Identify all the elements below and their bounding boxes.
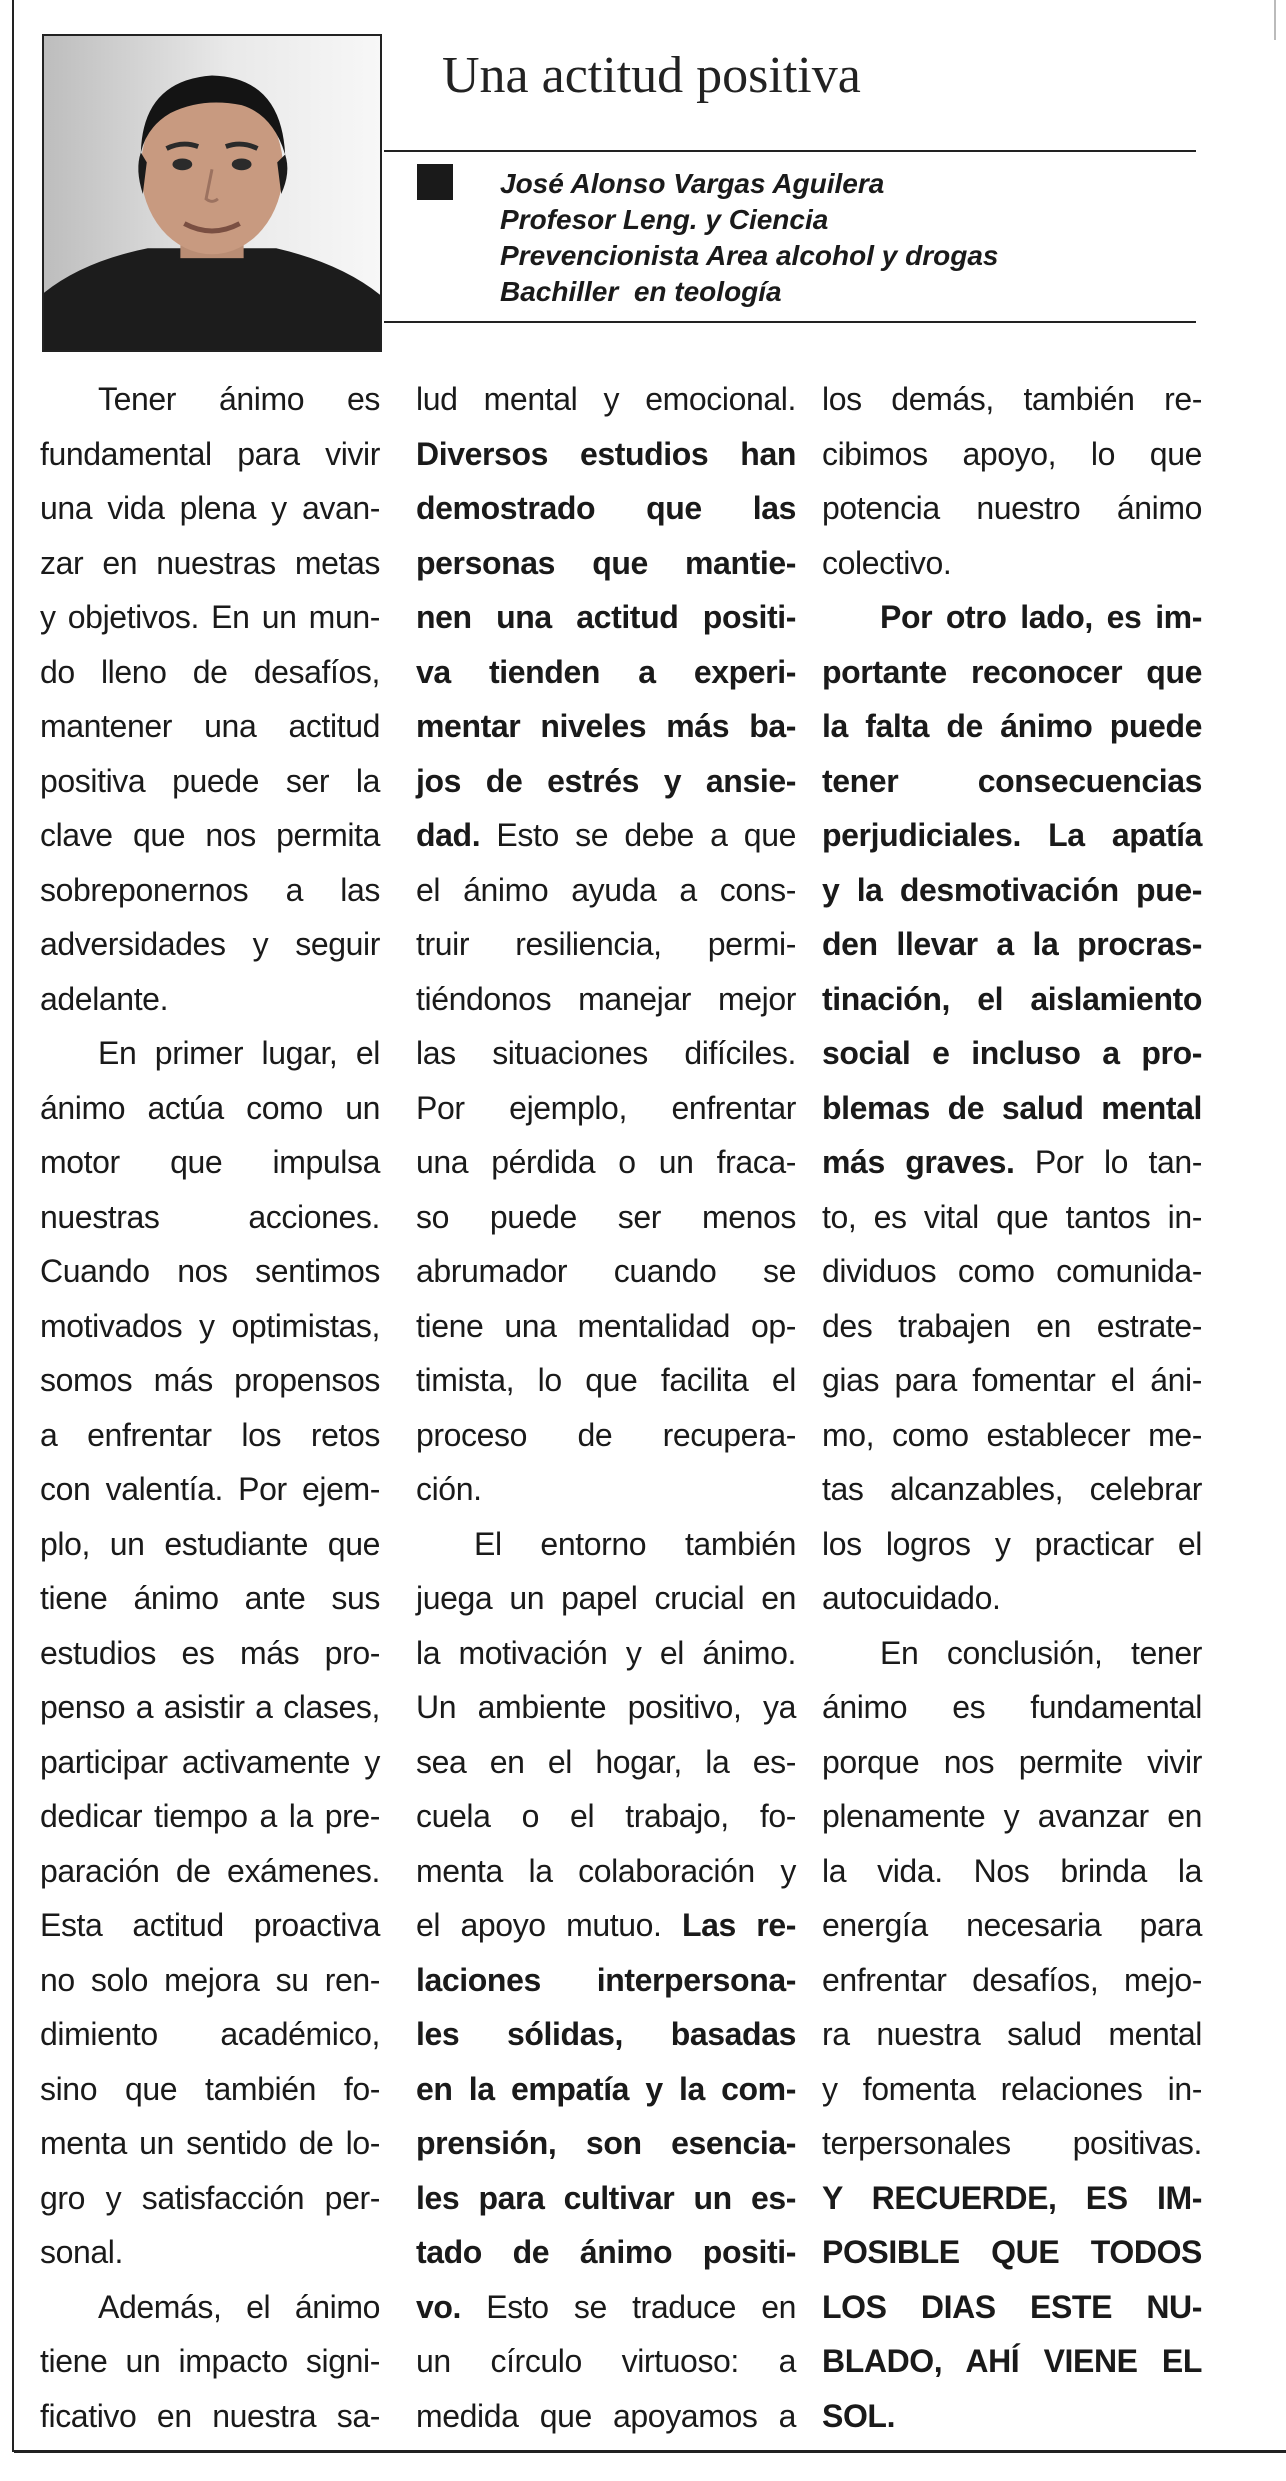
text-line: participar activamente y: [40, 1743, 380, 1780]
text-line: medida que apoyamos a: [416, 2397, 796, 2434]
text-line: a enfrentar los retos: [40, 1416, 380, 1453]
text-line: laciones interpersona-: [416, 1961, 796, 1998]
text-segment: Las re-: [681, 1907, 796, 1943]
text-line: ficativo en nuestra sa-: [40, 2397, 380, 2434]
text-line: BLADO, AHÍ VIENE EL: [822, 2343, 1202, 2379]
text-column-3: [822, 372, 1202, 2443]
text-segment: vo.: [416, 2288, 462, 2325]
text-line: un círculo virtuoso: a: [416, 2343, 796, 2379]
text-line: perjudiciales. La apatía: [822, 817, 1202, 853]
text-line: los demás, también re-: [822, 381, 1202, 417]
black-square-icon: [417, 164, 453, 200]
text-line: personas que mantie-: [416, 544, 796, 581]
text-line: [416, 808, 796, 863]
text-line: potencia nuestro ánimo: [822, 490, 1202, 526]
text-line: y objetivos. En un mun-: [40, 599, 380, 635]
text-line: [416, 1898, 796, 1953]
text-line: sobreponernos a las: [40, 871, 380, 908]
text-line: gro y satisfacción per-: [40, 2179, 380, 2216]
text-line: blemas de salud mental: [822, 1089, 1202, 1126]
text-line: demostrado que las: [416, 490, 796, 526]
text-segment: Esto se debe a que: [480, 817, 796, 853]
text-line: tener consecuencias: [822, 762, 1202, 799]
text-line: sino que también fo-: [40, 2070, 380, 2107]
text-line: no solo mejora su ren-: [40, 1961, 380, 1998]
text-line: do lleno de desafíos,: [40, 653, 380, 690]
text-line: sea en el hogar, la es-: [416, 1743, 796, 1780]
text-line: des trabajen en estrate-: [822, 1307, 1202, 1344]
text-line: tinación, el aislamiento: [822, 980, 1202, 1017]
text-line: tado de ánimo positi-: [416, 2234, 796, 2270]
text-line: somos más propensos: [40, 1362, 380, 1398]
text-line: nuestras acciones.: [40, 1198, 380, 1235]
text-line: to, es vital que tantos in-: [822, 1198, 1202, 1235]
text-line: energía necesaria para: [822, 1907, 1202, 1943]
text-line: positiva puede ser la: [40, 762, 380, 799]
text-segment: más graves.: [822, 1144, 1015, 1180]
text-line: los logros y practicar el: [822, 1525, 1202, 1562]
text-segment: Por lo tan-: [1014, 1144, 1202, 1180]
author-name: José Alonso Vargas Aguilera: [500, 168, 885, 199]
text-line: les para cultivar un es-: [416, 2179, 796, 2216]
text-line: ción.: [416, 1471, 482, 1507]
text-line: abrumador cuando se: [416, 1253, 796, 1289]
text-line: Y RECUERDE, ES IM-: [822, 2179, 1202, 2216]
text-column-1: [40, 372, 380, 2443]
text-line: lud mental y emocional.: [416, 381, 796, 417]
text-line: sonal.: [40, 2234, 123, 2270]
text-line: les sólidas, basadas: [416, 2016, 796, 2052]
text-line: Además, el ánimo: [98, 2288, 380, 2325]
text-line: ra nuestra salud mental: [822, 2016, 1202, 2052]
text-line: prensión, son esencia-: [416, 2125, 796, 2161]
text-line: adelante.: [40, 980, 169, 1017]
text-line: so puede ser menos: [416, 1198, 796, 1235]
article-title: Una actitud positiva: [442, 47, 861, 104]
text-line: una vida plena y avan-: [40, 490, 380, 526]
text-line: den llevar a la procras-: [822, 926, 1202, 962]
text-line: Cuando nos sentimos: [40, 1253, 380, 1289]
text-line: tiene un impacto signi-: [40, 2343, 380, 2379]
text-line: jos de estrés y ansie-: [416, 762, 796, 799]
text-line: la falta de ánimo puede: [822, 708, 1202, 744]
text-line: tiene una mentalidad op-: [416, 1307, 796, 1344]
text-line: terpersonales positivas.: [822, 2125, 1202, 2161]
text-line: mantener una actitud: [40, 708, 380, 744]
text-line: timista, lo que facilita el: [416, 1362, 796, 1398]
text-line: plenamente y avanzar en: [822, 1798, 1202, 1834]
text-line: con valentía. Por ejem-: [40, 1471, 380, 1507]
text-line: social e incluso a pro-: [822, 1035, 1202, 1071]
text-line: y fomenta relaciones in-: [822, 2070, 1202, 2107]
text-line: colectivo.: [822, 544, 952, 581]
text-line: En conclusión, tener: [880, 1634, 1202, 1671]
text-line: juega un papel crucial en: [416, 1580, 796, 1616]
text-line: el ánimo ayuda a cons-: [416, 871, 796, 908]
text-line: clave que nos permita: [40, 817, 380, 853]
text-line: Esta actitud proactiva: [40, 1907, 380, 1943]
text-line: y la desmotivación pue-: [822, 871, 1202, 908]
text-line: menta un sentido de lo-: [40, 2125, 380, 2161]
text-line: dimiento académico,: [40, 2016, 380, 2052]
author-role-2: Prevencionista Area alcohol y drogas: [500, 240, 999, 271]
text-line: tiéndonos manejar mejor: [416, 980, 796, 1017]
text-line: portante reconocer que: [822, 653, 1202, 690]
text-line: En primer lugar, el: [98, 1035, 380, 1071]
text-segment: dad.: [416, 817, 481, 853]
text-segment: el apoyo mutuo.: [416, 1907, 682, 1943]
text-line: cuela o el trabajo, fo-: [416, 1798, 796, 1834]
text-line: estudios es más pro-: [40, 1634, 380, 1671]
text-line: ánimo es fundamental: [822, 1689, 1202, 1725]
byline-rule: [384, 321, 1196, 323]
text-line: cibimos apoyo, lo que: [822, 435, 1202, 472]
text-line: Por ejemplo, enfrentar: [416, 1089, 796, 1126]
text-line: El entorno también: [474, 1525, 796, 1562]
text-line: dedicar tiempo a la pre-: [40, 1798, 380, 1834]
text-line: la motivación y el ánimo.: [416, 1634, 796, 1671]
text-column-2: [416, 372, 796, 2443]
author-byline: [500, 166, 998, 310]
text-line: mentar niveles más ba-: [416, 708, 796, 744]
text-line: zar en nuestras metas: [40, 544, 380, 581]
author-portrait-icon: [44, 36, 380, 350]
text-line: motor que impulsa: [40, 1144, 380, 1180]
text-line: plo, un estudiante que: [40, 1525, 380, 1562]
text-line: ánimo actúa como un: [40, 1089, 380, 1126]
text-line: [822, 1135, 1202, 1190]
text-line: paración de exámenes.: [40, 1852, 380, 1889]
text-line: la vida. Nos brinda la: [822, 1852, 1202, 1889]
bottom-rule: [14, 2450, 1286, 2453]
text-line: porque nos permite vivir: [822, 1743, 1202, 1780]
text-line: POSIBLE QUE TODOS: [822, 2234, 1202, 2270]
text-line: autocuidado.: [822, 1580, 1001, 1616]
text-line: nen una actitud positi-: [416, 599, 796, 635]
text-line: LOS DIAS ESTE NU-: [822, 2288, 1202, 2325]
text-line: adversidades y seguir: [40, 926, 380, 962]
text-line: Diversos estudios han: [416, 435, 796, 472]
text-line: menta la colaboración y: [416, 1852, 796, 1889]
author-photo: [42, 34, 382, 352]
text-line: tas alcanzables, celebrar: [822, 1471, 1202, 1507]
text-line: motivados y optimistas,: [40, 1307, 380, 1344]
author-role-1: Profesor Leng. y Ciencia: [500, 204, 829, 235]
text-line: truir resiliencia, permi-: [416, 926, 796, 962]
text-line: va tienden a experi-: [416, 653, 796, 690]
title-rule: [384, 150, 1196, 152]
text-line: fundamental para vivir: [40, 435, 380, 472]
text-line: en la empatía y la com-: [416, 2070, 796, 2107]
text-line: gias para fomentar el áni-: [822, 1362, 1202, 1398]
right-edge-rule: [1274, 0, 1276, 40]
text-line: Tener ánimo es: [98, 381, 380, 417]
text-line: enfrentar desafíos, mejo-: [822, 1961, 1202, 1998]
text-line: [416, 2280, 796, 2335]
text-line: tiene ánimo ante sus: [40, 1580, 380, 1616]
text-line: Un ambiente positivo, ya: [416, 1689, 796, 1725]
author-role-3: Bachiller en teología: [500, 276, 782, 307]
text-line: penso a asistir a clases,: [40, 1689, 380, 1725]
text-segment: Esto se traduce en: [461, 2288, 796, 2325]
text-line: una pérdida o un fraca-: [416, 1144, 796, 1180]
text-line: mo, como establecer me-: [822, 1416, 1202, 1453]
text-line: Por otro lado, es im-: [880, 599, 1202, 635]
text-line: dividuos como comunida-: [822, 1253, 1202, 1289]
left-column-rule: [12, 0, 14, 2452]
text-line: las situaciones difíciles.: [416, 1035, 796, 1071]
text-line: proceso de recupera-: [416, 1416, 796, 1453]
text-line: SOL.: [822, 2397, 896, 2434]
